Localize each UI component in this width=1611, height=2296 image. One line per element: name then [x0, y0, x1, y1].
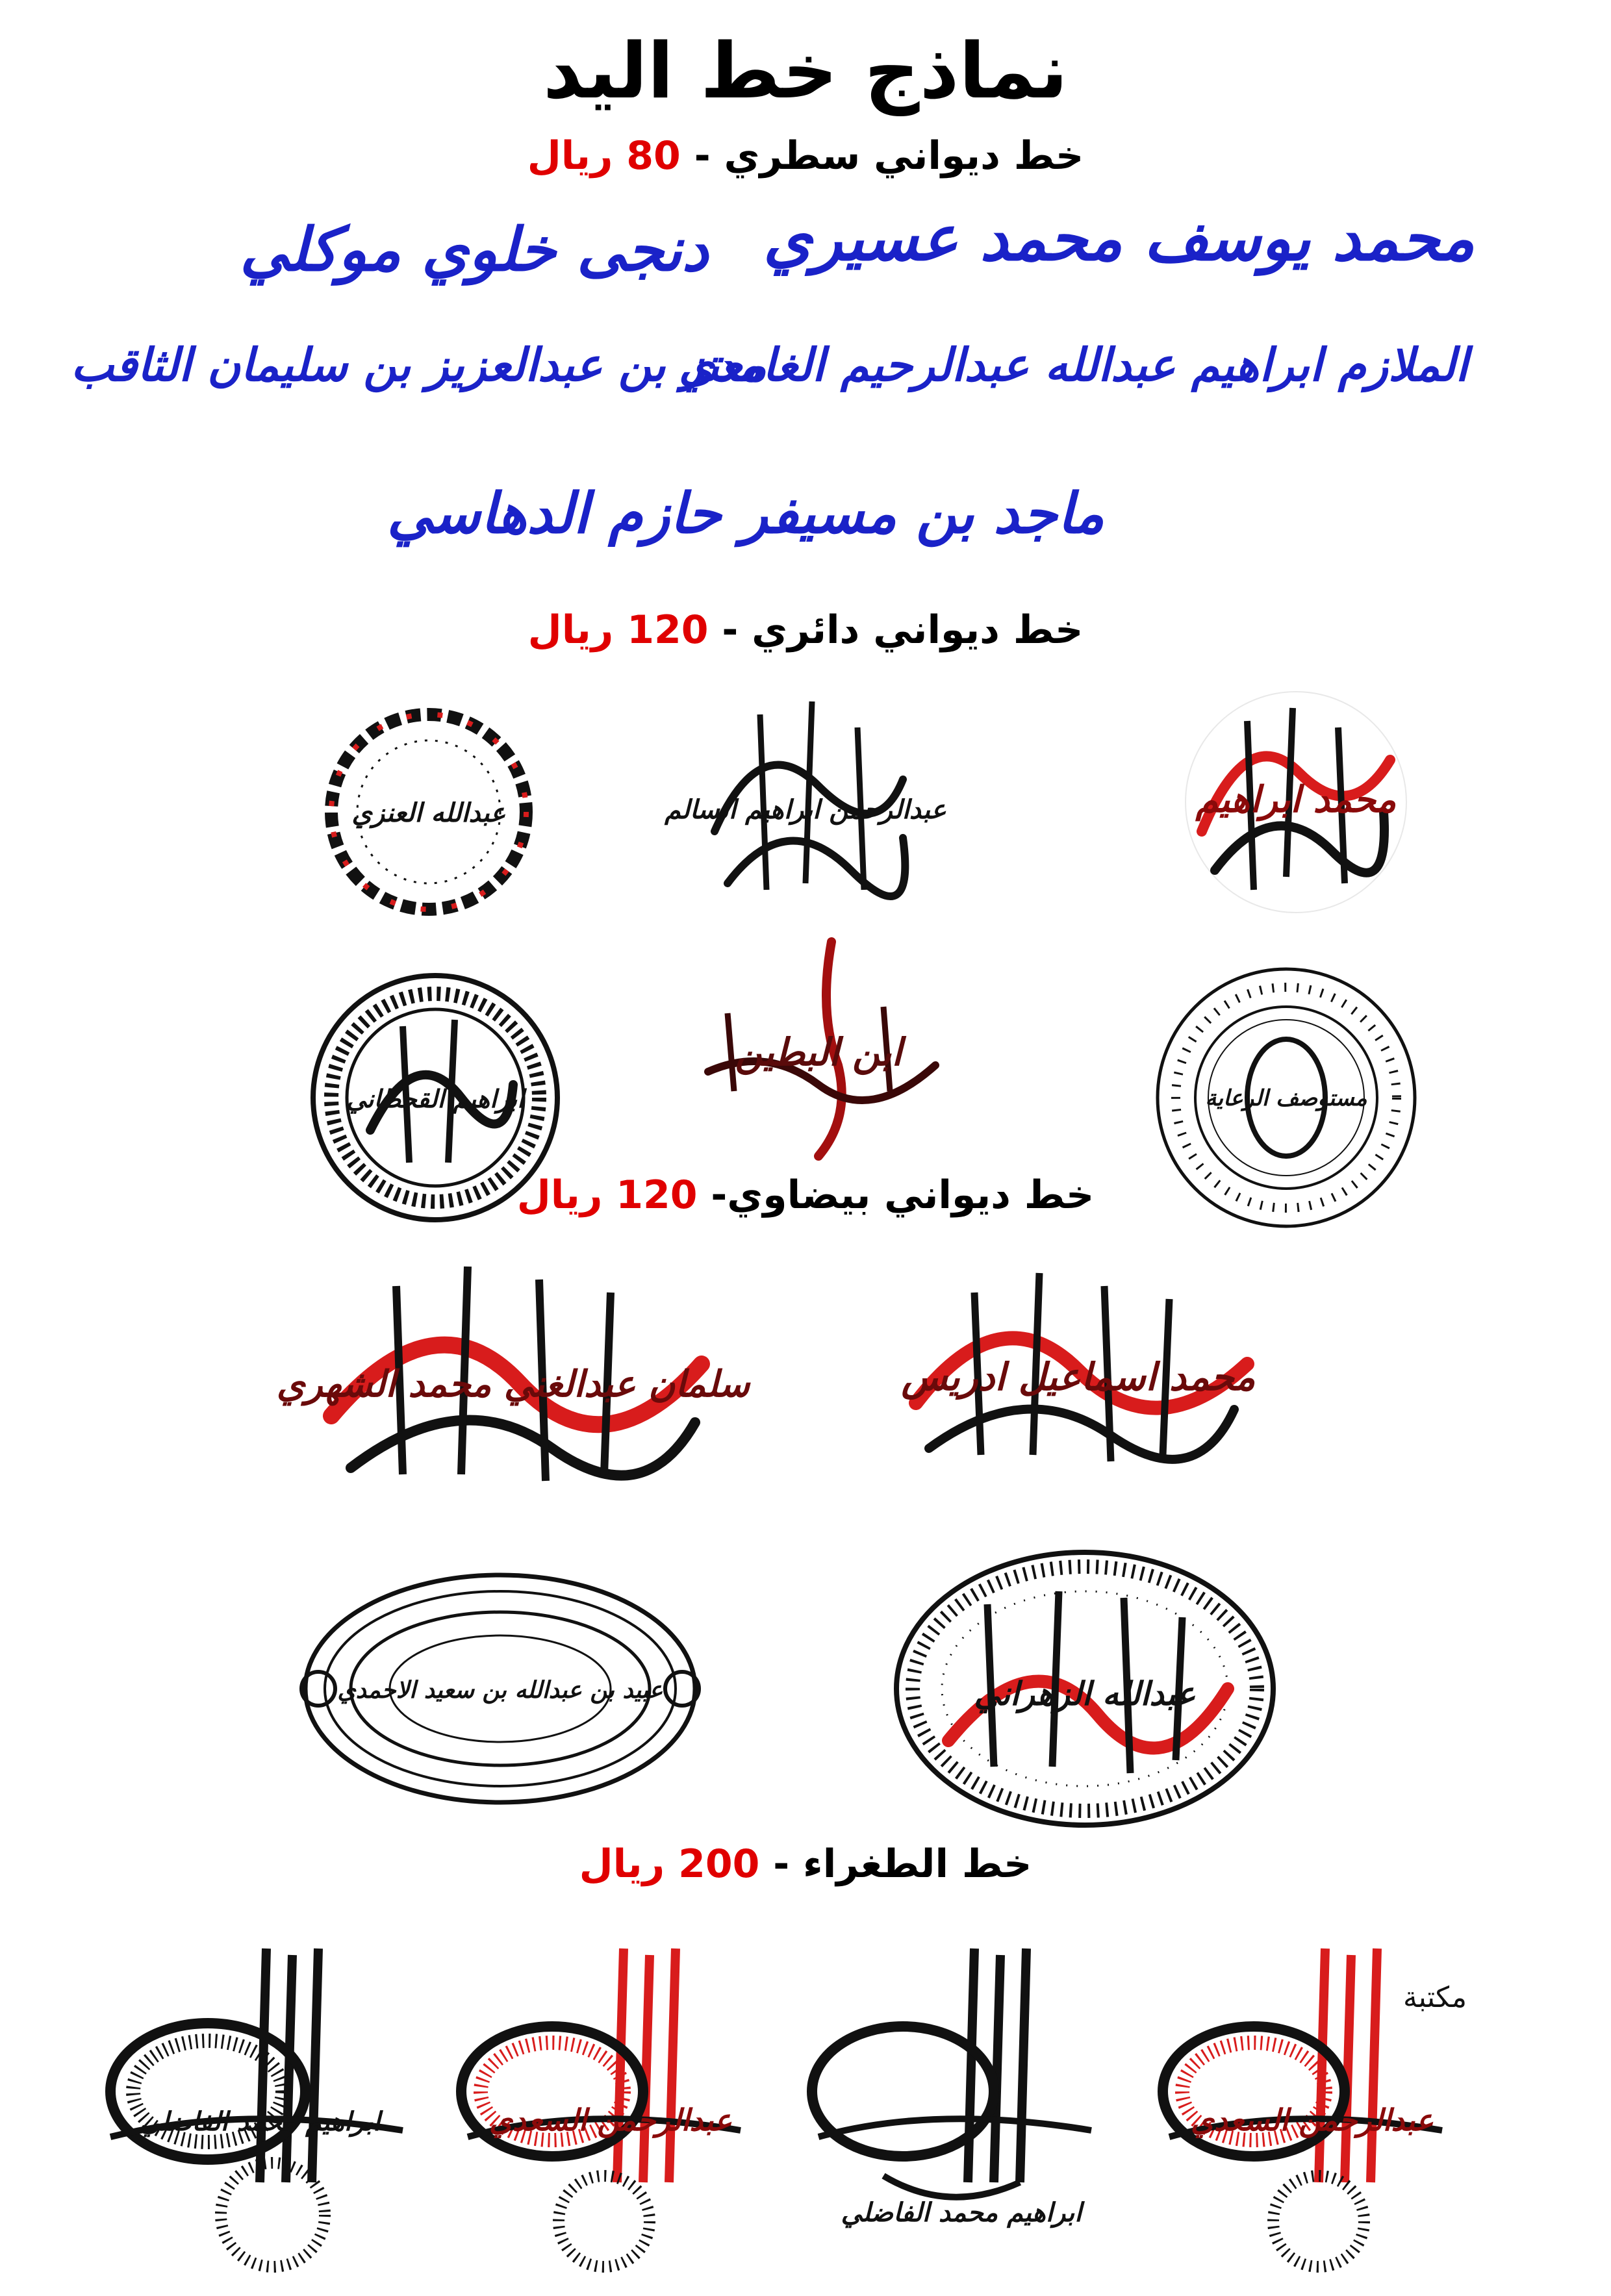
emblem-text: محمد اسماعيل ادريس	[901, 1355, 1256, 1399]
circle-emblem	[689, 935, 948, 1163]
emblem-text: ابراهيم محمد الفاضلي	[841, 2197, 1082, 2228]
emblem-text: عبيد بن عبدالله بن سعيد الاحمدي	[337, 1676, 663, 1704]
library-watermark: مكتبة	[1403, 1981, 1467, 2014]
emblem-text: سلمان عبدالغني محمد الشهري	[276, 1363, 750, 1406]
emblem-text: ابراهيم محمد الفاضلي	[139, 2106, 381, 2137]
section-label: خط ديواني بيضاوي-	[711, 1172, 1095, 1218]
calligraphy-name: محمد يوسف محمد عسيري	[763, 201, 1475, 275]
calligraphy-name: الملازم ابراهيم عبدالله عبدالرحيم الغامدي	[678, 338, 1468, 392]
emblem-text: عبدالرحمن ابراهيم السالم	[665, 794, 946, 825]
section-price: 120 ريال	[527, 607, 709, 653]
emblem-text: ابراهيم القحطاني	[346, 1084, 524, 1113]
section-price: 120 ريال	[516, 1172, 698, 1218]
section-price: 80 ريال	[527, 133, 681, 179]
section-heading-diwani-circle	[0, 607, 1611, 653]
emblem-text: عبدالرحمن السعدي	[489, 2102, 732, 2138]
emblem-text: ابن البطين	[735, 1030, 902, 1074]
tughra-emblem	[805, 1936, 1104, 2273]
circle-emblem	[665, 675, 946, 935]
section-label: خط الطغراء -	[773, 1841, 1032, 1887]
tughra-emblem	[97, 1936, 416, 2273]
emblem-text: عبدالرحمن السعدي	[1191, 2102, 1434, 2138]
section-heading-diwani-line	[0, 133, 1611, 179]
emblem-text: عبدالله الزهراني	[974, 1674, 1196, 1713]
oval-emblem	[896, 1241, 1260, 1500]
calligraphy-name: ماجد بن مسيفر حازم الدهاسي	[387, 481, 1104, 546]
section-heading-tughra	[0, 1841, 1611, 1887]
oval-emblem	[276, 1234, 750, 1520]
page-title: نماذج خط اليد	[543, 26, 1068, 116]
circle-emblem	[1176, 682, 1416, 922]
oval-emblem	[890, 1546, 1280, 1832]
emblem-text: عبدالله العنزي	[351, 798, 506, 828]
emblem-text: محمد ابراهيم	[1195, 778, 1397, 821]
section-heading-diwani-oval	[0, 1172, 1611, 1218]
calligraphy-name: دنجى خلوي موكلي	[240, 214, 709, 284]
calligraphy-name: معتز بن عبدالعزيز بن سليمان الثاقب	[71, 338, 767, 392]
section-label: خط ديواني سطري -	[694, 133, 1084, 179]
oval-emblem	[292, 1559, 708, 1819]
circle-emblem	[312, 695, 546, 929]
emblem-text: مستوصف الرعاية	[1205, 1085, 1367, 1111]
tughra-emblem	[1156, 1936, 1455, 2273]
section-price: 200 ريال	[579, 1841, 760, 1887]
section-label: خط ديواني دائري -	[722, 607, 1084, 653]
tughra-emblem	[455, 1936, 754, 2273]
